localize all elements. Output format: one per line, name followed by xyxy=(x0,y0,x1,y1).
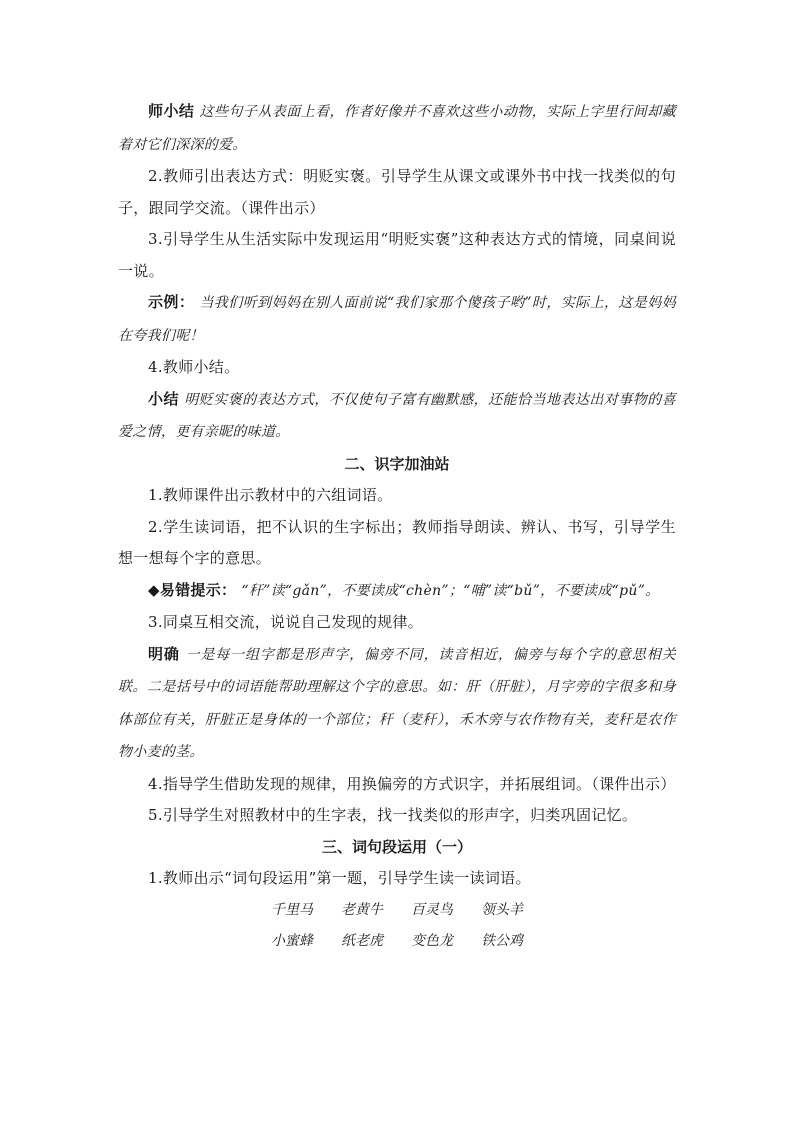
paragraph-teacher-summary xyxy=(118,96,676,161)
lead-error-tip: ◆易错提示： xyxy=(148,580,237,599)
text-teacher-summary: 这些句子从表面上看，作者好像并不喜欢这些小动物，实际上字里行间却藏着对它们深深的爱。 xyxy=(118,104,676,153)
lead-summary: 小结 xyxy=(148,389,179,408)
text-clarify: 一是每一组字都是形声字，偏旁不同，读音相近，偏旁与每个字的意思相关联。二是括号中的词语能帮助理解这个字的意思。如：肝（肝脏），月字旁的字很多和身体部位有关，肝脏正是身体的一个部位；秆（麦秆），禾木旁与农作物有关，麦秆是农作物小麦的茎。 xyxy=(118,646,676,760)
word-item: 小蜜蜂 xyxy=(271,933,313,949)
word-item: 千里马 xyxy=(271,901,313,918)
word-item: 老黄牛 xyxy=(341,901,383,918)
word-item: 变色龙 xyxy=(411,933,453,949)
paragraph-example xyxy=(118,287,676,352)
text-error-tip: “秆”读“gǎn”，不要读成“chèn”；“哺”读“bǔ”，不要读成“pǔ”。 xyxy=(241,582,660,599)
text-example: 当我们听到妈妈在别人面前说“我们家那个傻孩子哟”时，实际上，这是妈妈在夸我们呢！ xyxy=(118,295,676,344)
literacy-step-4: 4.指导学生借助发现的规律，用换偏旁的方式识字，并拓展组词。（课件出示） xyxy=(148,774,676,793)
word-item: 纸老虎 xyxy=(341,933,383,949)
literacy-step-5: 5.引导学生对照教材中的生字表，找一找类似的形声字，归类巩固记忆。 xyxy=(148,806,638,824)
word-row-1 xyxy=(118,895,676,927)
document-page xyxy=(118,96,676,958)
paragraph-summary xyxy=(118,384,676,449)
paragraph-step-4: 4.教师小结。 xyxy=(148,358,240,376)
paragraph-step-2: 2.教师引出表达方式：明贬实褒。引导学生从课文或课外书中找一找类似的句子，跟同学交流。（课件出示） xyxy=(118,167,676,217)
text-summary: 明贬实褒的表达方式，不仅使句子富有幽默感，还能恰当地表达出对事物的喜爱之情，更有亲昵的味道。 xyxy=(118,391,677,440)
word-item: 百灵鸟 xyxy=(411,901,453,918)
paragraph-step-3: 3.引导学生从生活实际中发现运用“明贬实褒”这种表达方式的情境，同桌间说一说。 xyxy=(118,230,676,280)
literacy-step-1: 1.教师课件出示教材中的六组词语。 xyxy=(148,486,393,504)
paragraph-clarify xyxy=(118,639,676,769)
section-heading-literacy: 二、识字加油站 xyxy=(344,454,450,473)
word-row-2 xyxy=(118,926,676,958)
literacy-step-2: 2.学生读词语，把不认识的生字标出；教师指导朗读、辨认、书写，引导学生想一想每个字的意思。 xyxy=(118,517,676,567)
lead-clarify: 明确 xyxy=(148,644,180,663)
section-heading-word-usage: 三、词句段运用（一） xyxy=(321,837,472,856)
word-usage-step-1: 1.教师出示“词句段运用”第一题，引导学生读一读词语。 xyxy=(148,869,531,887)
word-item: 领头羊 xyxy=(481,901,523,918)
lead-example: 示例： xyxy=(148,293,195,311)
lead-teacher-summary: 师小结 xyxy=(148,102,195,120)
word-item: 铁公鸡 xyxy=(481,933,523,949)
literacy-step-3: 3.同桌互相交流，说说自己发现的规律。 xyxy=(148,613,424,631)
paragraph-error-tip xyxy=(118,575,676,608)
